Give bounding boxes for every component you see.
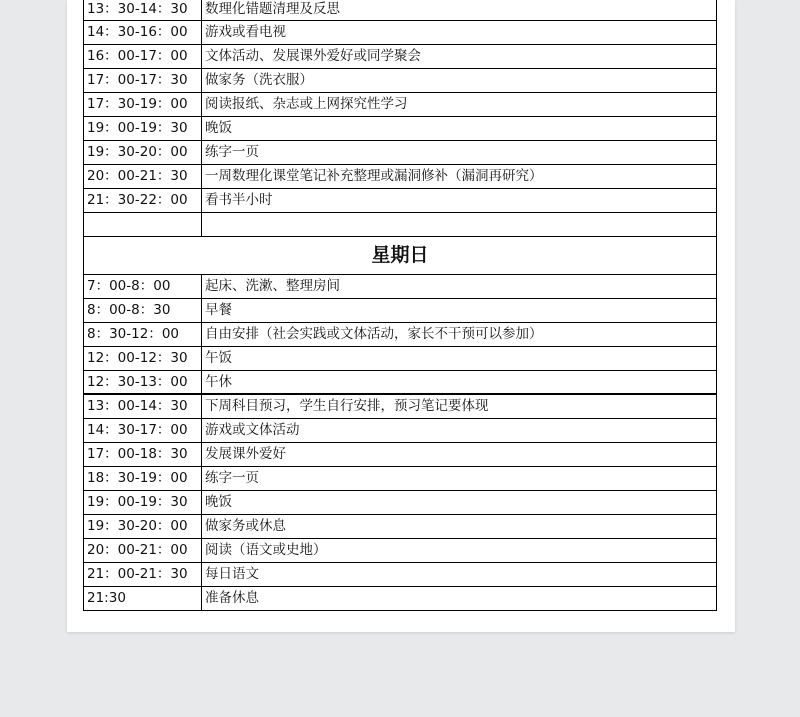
table-row bbox=[83, 587, 717, 611]
table-row bbox=[83, 419, 717, 443]
time-cell: 18：30-19：00 bbox=[83, 467, 202, 491]
sunday-heading: 星期日 bbox=[83, 237, 717, 275]
activity-cell: 准备休息 bbox=[202, 587, 717, 611]
activity-cell: 自由安排（社会实践或文体活动，家长不干预可以参加） bbox=[202, 323, 717, 347]
table-row bbox=[83, 515, 717, 539]
table-row bbox=[83, 45, 717, 69]
activity-cell: 数理化错题清理及反思 bbox=[202, 0, 717, 21]
table-row bbox=[83, 93, 717, 117]
table-row bbox=[83, 189, 717, 213]
activity-cell: 午休 bbox=[202, 371, 717, 395]
table-row bbox=[83, 443, 717, 467]
time-cell: 21：30-22：00 bbox=[83, 189, 202, 213]
time-cell bbox=[83, 213, 202, 237]
time-cell: 14：30-16：00 bbox=[83, 21, 202, 45]
table-row bbox=[83, 347, 717, 371]
time-cell: 8：00-8：30 bbox=[83, 299, 202, 323]
table-row bbox=[83, 117, 717, 141]
time-cell: 13：30-14：30 bbox=[83, 0, 202, 21]
time-cell: 21:30 bbox=[83, 587, 202, 611]
table-row bbox=[83, 467, 717, 491]
table-row bbox=[83, 141, 717, 165]
time-cell: 7：00-8：00 bbox=[83, 275, 202, 299]
activity-cell: 练字一页 bbox=[202, 467, 717, 491]
table-row bbox=[83, 165, 717, 189]
table-row bbox=[83, 21, 717, 45]
table-row bbox=[83, 563, 717, 587]
time-cell: 19：00-19：30 bbox=[83, 117, 202, 141]
time-cell: 17：30-19：00 bbox=[83, 93, 202, 117]
table-row bbox=[83, 299, 717, 323]
time-cell: 17：00-17：30 bbox=[83, 69, 202, 93]
activity-cell: 文体活动、发展课外爱好或同学聚会 bbox=[202, 45, 717, 69]
activity-cell: 看书半小时 bbox=[202, 189, 717, 213]
schedule-table bbox=[83, 0, 717, 611]
time-cell: 8：30-12：00 bbox=[83, 323, 202, 347]
time-cell: 20：00-21：00 bbox=[83, 539, 202, 563]
time-cell: 21：00-21：30 bbox=[83, 563, 202, 587]
activity-cell: 起床、洗漱、整理房间 bbox=[202, 275, 717, 299]
activity-cell: 晚饭 bbox=[202, 491, 717, 515]
activity-cell: 做家务（洗衣服） bbox=[202, 69, 717, 93]
time-cell: 19：30-20：00 bbox=[83, 141, 202, 165]
table-row bbox=[83, 491, 717, 515]
time-cell: 12：00-12：30 bbox=[83, 347, 202, 371]
table-row bbox=[83, 323, 717, 347]
activity-cell: 晚饭 bbox=[202, 117, 717, 141]
time-cell: 16：00-17：00 bbox=[83, 45, 202, 69]
document-page bbox=[67, 0, 735, 632]
table-row bbox=[83, 539, 717, 563]
activity-cell: 阅读（语文或史地） bbox=[202, 539, 717, 563]
table-row bbox=[83, 69, 717, 93]
time-cell: 19：30-20：00 bbox=[83, 515, 202, 539]
activity-cell: 每日语文 bbox=[202, 563, 717, 587]
table-row bbox=[83, 371, 717, 395]
activity-cell: 发展课外爱好 bbox=[202, 443, 717, 467]
time-cell: 14：30-17：00 bbox=[83, 419, 202, 443]
activity-cell: 午饭 bbox=[202, 347, 717, 371]
table-row bbox=[83, 0, 717, 21]
activity-cell: 下周科目预习，学生自行安排，预习笔记要体现 bbox=[202, 395, 717, 419]
activity-cell: 练字一页 bbox=[202, 141, 717, 165]
activity-cell: 一周数理化课堂笔记补充整理或漏洞修补（漏洞再研究） bbox=[202, 165, 717, 189]
activity-cell: 游戏或文体活动 bbox=[202, 419, 717, 443]
activity-cell bbox=[202, 213, 717, 237]
time-cell: 13：00-14：30 bbox=[83, 395, 202, 419]
activity-cell: 阅读报纸、杂志或上网探究性学习 bbox=[202, 93, 717, 117]
time-cell: 20：00-21：30 bbox=[83, 165, 202, 189]
time-cell: 19：00-19：30 bbox=[83, 491, 202, 515]
empty-row bbox=[83, 213, 717, 237]
table-row bbox=[83, 395, 717, 419]
time-cell: 17：00-18：30 bbox=[83, 443, 202, 467]
activity-cell: 游戏或看电视 bbox=[202, 21, 717, 45]
activity-cell: 做家务或休息 bbox=[202, 515, 717, 539]
time-cell: 12：30-13：00 bbox=[83, 371, 202, 395]
activity-cell: 早餐 bbox=[202, 299, 717, 323]
table-row bbox=[83, 275, 717, 299]
